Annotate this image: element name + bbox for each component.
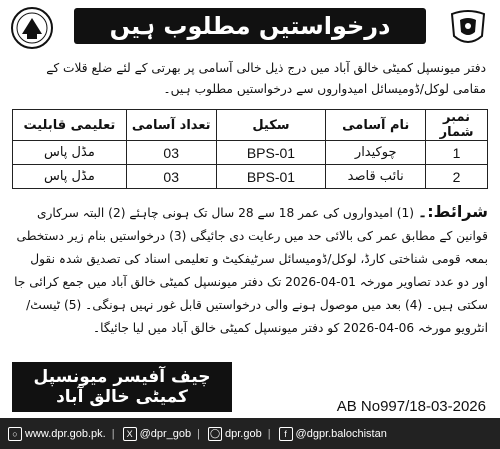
cell-count: 03 [126,141,216,165]
cell-count: 03 [126,165,216,189]
divider: | [111,427,115,440]
header-sno: نمبر شمار [426,110,488,141]
cell-qualification: مڈل پاس [13,141,127,165]
footer-website[interactable] [8,427,106,441]
table-row [13,141,488,165]
footer-instagram[interactable] [208,427,262,441]
reference-number: AB No997/18-03-2026 [336,398,486,415]
instagram-icon: ◯ [208,427,222,441]
cell-sno: 2 [426,165,488,189]
facebook-icon: f [279,427,293,441]
government-balochistan-logo [446,6,490,50]
instagram-handle[interactable]: dpr.gob [224,427,262,440]
cell-post: چوکیدار [326,141,426,165]
cell-sno: 1 [426,141,488,165]
conditions-paragraph [12,200,488,340]
footer-twitter[interactable] [123,427,192,441]
page-title: درخواستیں مطلوب ہیں [74,8,426,44]
cell-scale: BPS-01 [216,141,326,165]
header [0,0,500,52]
twitter-handle[interactable]: @dpr_gob [139,427,192,440]
header-qualification: تعلیمی قابلیت [13,110,127,141]
signature-line-2: کمیٹی خالق آباد [56,387,188,407]
footer-bar [0,418,500,449]
cell-qualification: مڈل پاس [13,165,127,189]
header-post: نام آسامی [326,110,426,141]
divider: | [267,427,271,440]
intro-paragraph: دفتر میونسپل کمیٹی خالق آباد میں درج ذیل خالی آسامی پر بھرتی کے لئے ضلع قلات کے مقامی لوکل/ڈومیسائل امیدواروں سے درخواستیں مطلوب ہیں۔ [46,61,486,96]
header-scale: سکیل [216,110,326,141]
website-link[interactable]: www.dpr.gob.pk. [25,427,106,440]
table-row [13,165,488,189]
footer-facebook[interactable] [279,427,387,441]
posts-table [12,109,488,189]
cell-scale: BPS-01 [216,165,326,189]
cell-post: نائب قاصد [326,165,426,189]
facebook-handle[interactable]: @dgpr.balochistan [295,427,387,440]
conditions-label: شرائط:۔ [417,202,488,221]
twitter-icon: X [123,427,137,441]
municipal-committee-logo [10,6,54,50]
table-header-row [13,110,488,141]
globe-icon: ○ [8,427,22,441]
conditions-text: (1) امیدواروں کی عمر 18 سے 28 سال تک ہونی چاہئے (2) البتہ سرکاری قوانین کے مطابق عمر کی بالائی حد میں رعایت دی جائیگی (3) درخواستیں بنام زیر دستخطی بمعہ قومی شناختی کارڈ، لوکل/ڈومیسائل سرٹیفکیٹ و تعلیمی اسناد کی تصدیق شدہ نقول اور دو عدد تصاویر مورخہ 01-04-2026 تک دفتر میونسپل کمیٹی خالق آباد میں جمع کرائی جا سکتی ہیں۔ (4) بعد میں موصول ہونے والی درخواستیں قابل غور نہیں ہونگی۔ (5) ٹیسٹ/انٹرویو مورخہ 06-04-2026 کو دفتر میونسپل کمیٹی خالق آباد میں لیا جائیگا۔ [14,206,488,335]
signature-line-1: چیف آفیسر میونسپل [33,367,211,387]
divider: | [197,427,200,440]
signature-block [12,362,232,412]
header-count: تعداد آسامی [126,110,216,141]
